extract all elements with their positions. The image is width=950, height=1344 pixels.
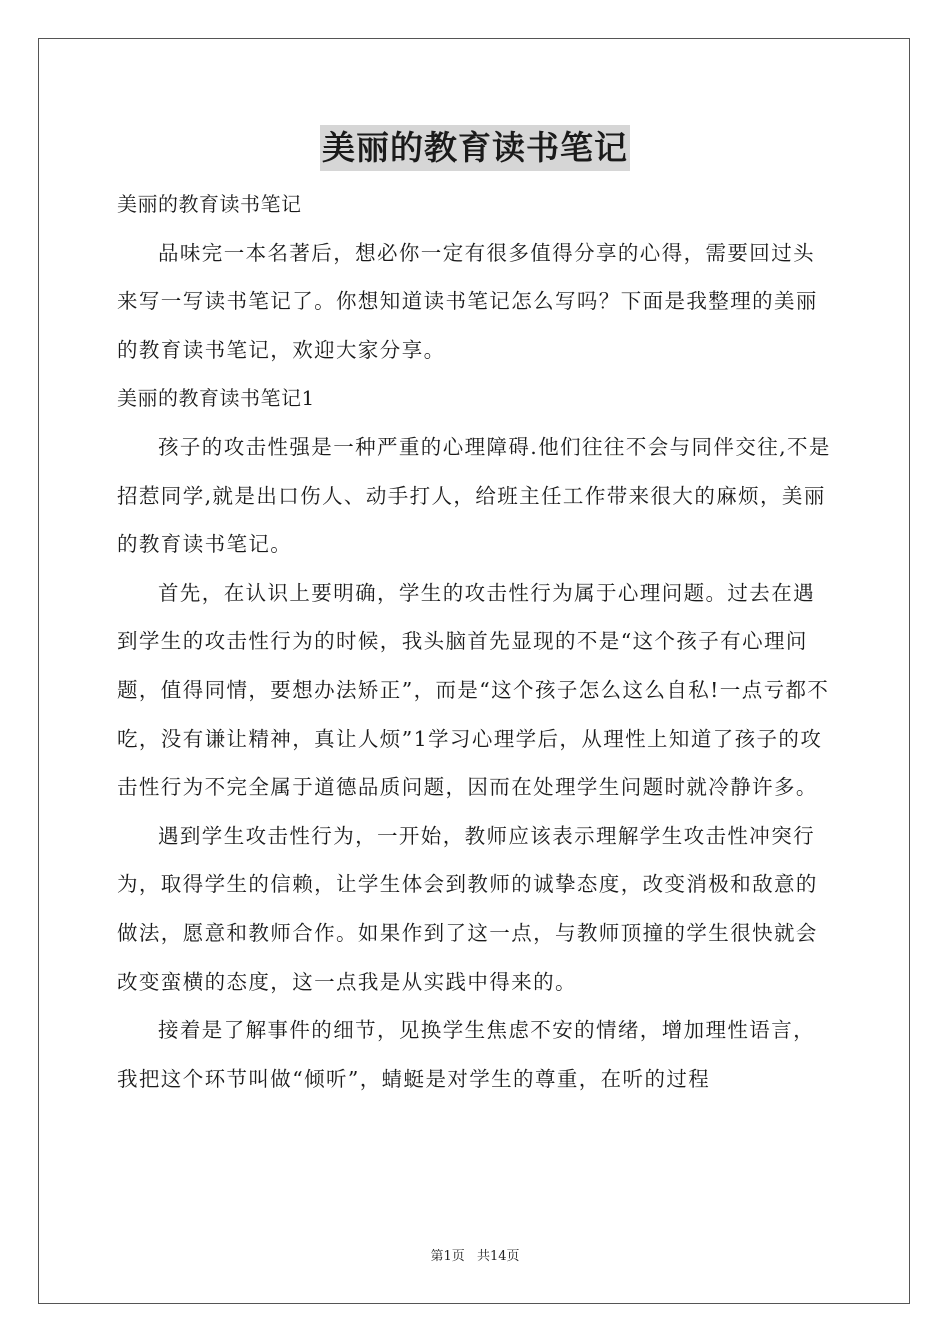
- page-footer: [0, 1245, 950, 1264]
- document-title: 美丽的教育读书笔记: [320, 125, 630, 171]
- section-heading: 美丽的教育读书笔记1: [117, 386, 315, 411]
- title-container: [0, 125, 950, 171]
- body-paragraph: 接着是了解事件的细节，见换学生焦虑不安的情绪，增加理性语言，我把这个环节叫做“倾听”，蜻蜓是对学生的尊重，在听的过程: [117, 1018, 815, 1091]
- body-paragraph: 首先，在认识上要明确，学生的攻击性行为属于心理问题。过去在遇到学生的攻击性行为的时候，我头脑首先显现的不是“这个孩子有心理问题，值得同情，要想办法矫正”，而是“这个孩子怎么这么自私!一点亏都不吃，没有谦让精神，真让人烦”1学习心理学后，从理性上知道了孩子的攻击性行为不完全属于道德品质问题，因而在处理学生问题时就冷静许多。: [117, 580, 830, 800]
- body-paragraph: 品味完一本名著后，想必你一定有很多值得分享的心得，需要回过头来写一写读书笔记了。你想知道读书笔记怎么写吗？下面是我整理的美丽的教育读书笔记，欢迎大家分享。: [117, 240, 818, 362]
- page-number: 第1页: [430, 1249, 465, 1264]
- body-paragraph: 孩子的攻击性强是一种严重的心理障碍.他们往往不会与同伴交往,不是招惹同学,就是出口伤人、动手打人，给班主任工作带来很大的麻烦，美丽的教育读书笔记。: [117, 434, 831, 557]
- document-body: [117, 180, 833, 1103]
- section-heading: 美丽的教育读书笔记: [117, 192, 302, 216]
- page-total: 共14页: [476, 1249, 520, 1264]
- body-paragraph: 遇到学生攻击性行为，一开始，教师应该表示理解学生攻击性冲突行为，取得学生的信赖，让学生体会到教师的诚挚态度，改变消极和敌意的做法，愿意和教师合作。如果作到了这一点，与教师顶撞的学生很快就会改变蛮横的态度，这一点我是从实践中得来的。: [117, 823, 818, 994]
